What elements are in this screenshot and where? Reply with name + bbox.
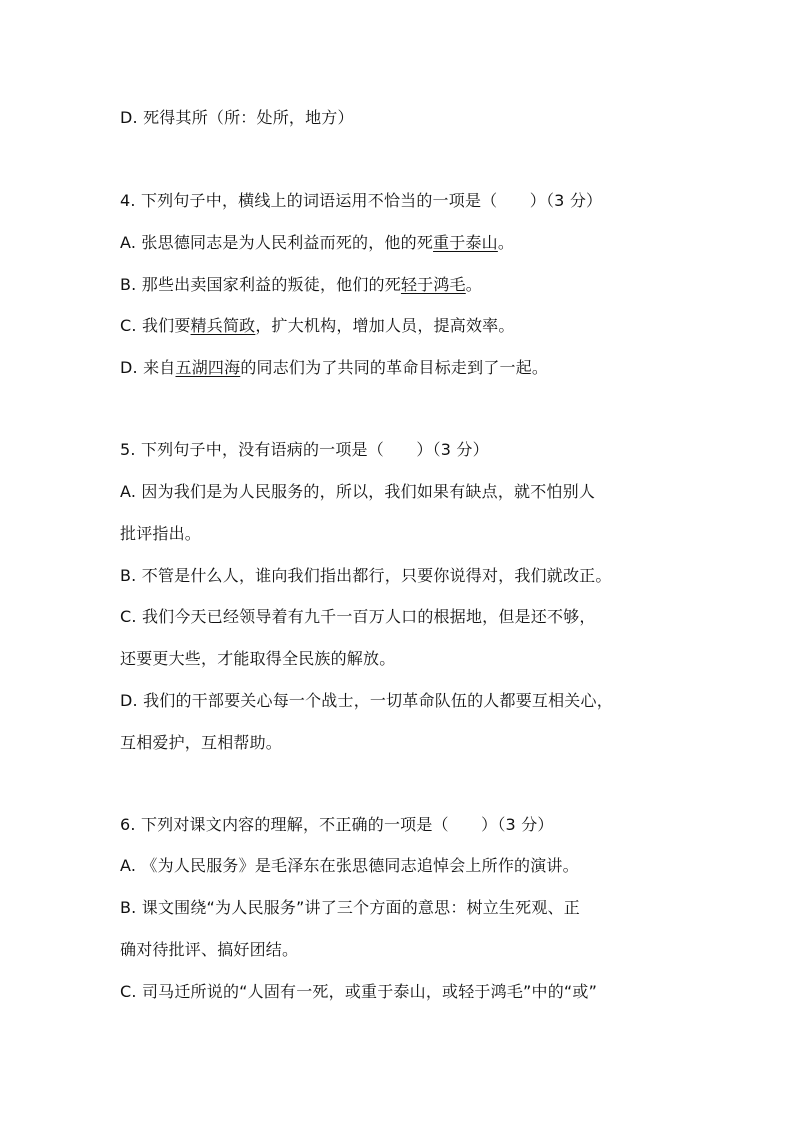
q4c-end: ，扩大机构，增加人员，提高效率。: [255, 316, 515, 335]
q4b-underlined-term: 轻于鸿毛: [400, 275, 466, 294]
q5-option-c-line1: C. 我们今天已经领导着有九千一百万人口的根据地，但是还不够，: [120, 607, 596, 626]
q4b-end: 。: [465, 275, 482, 294]
q6-option-b-line1: B. 课文围绕“为人民服务”讲了三个方面的意思：树立生死观、正: [120, 898, 580, 917]
q4a-end: 。: [497, 233, 515, 252]
q4d-text: D. 来自: [120, 358, 176, 377]
q5-option-b: B. 不管是什么人，谁向我们指出都行，只要你说得对，我们就改正。: [120, 566, 612, 585]
q4a-underlined-term: 重于泰山: [433, 233, 498, 252]
q3-option-d: D. 死得其所（所：处所，地方）: [120, 108, 354, 127]
q5-option-d-line2: 互相爱护，互相帮助。: [120, 733, 283, 752]
q4c-text: C. 我们要: [120, 316, 191, 335]
q4-option-d: [120, 358, 548, 378]
question-5-stem: 5. 下列句子中，没有语病的一项是（ ）（3 分）: [120, 440, 489, 459]
q4d-end: 的同志们为了共同的革命目标走到了一起。: [240, 358, 549, 377]
q4b-text: B. 那些出卖国家利益的叛徒，他们的死: [120, 275, 401, 294]
question-6-stem: 6. 下列对课文内容的理解，不正确的一项是（ ）（3 分）: [120, 815, 554, 834]
q5-option-d-line1: D. 我们的干部要关心每一个战士，一切革命队伍的人都要互相关心，: [120, 691, 613, 710]
question-4-stem: 4. 下列句子中，横线上的词语运用不恰当的一项是（ ）（3 分）: [120, 191, 603, 210]
q6-option-c: C. 司马迁所说的“人固有一死，或重于泰山，或轻于鸿毛”中的“或”: [120, 982, 598, 1001]
q5-option-c-line2: 还要更大些，才能取得全民族的解放。: [120, 649, 396, 668]
q4-option-a: [120, 233, 514, 253]
q4a-text: A. 张思德同志是为人民利益而死的，他的死: [120, 233, 434, 252]
q4-option-c: [120, 316, 515, 336]
q4c-underlined-term: 精兵简政: [190, 316, 256, 335]
q6-option-b-line2: 确对待批评、搞好团结。: [120, 940, 299, 959]
q5-option-a-line2: 批评指出。: [120, 524, 202, 543]
q5-option-a-line1: A. 因为我们是为人民服务的，所以，我们如果有缺点，就不怕别人: [120, 482, 596, 501]
q4d-underlined-term: 五湖四海: [175, 358, 241, 377]
q4-option-b: [120, 275, 482, 295]
q6-option-a: A. 《为人民服务》是毛泽东在张思德同志追悼会上所作的演讲。: [120, 856, 579, 875]
